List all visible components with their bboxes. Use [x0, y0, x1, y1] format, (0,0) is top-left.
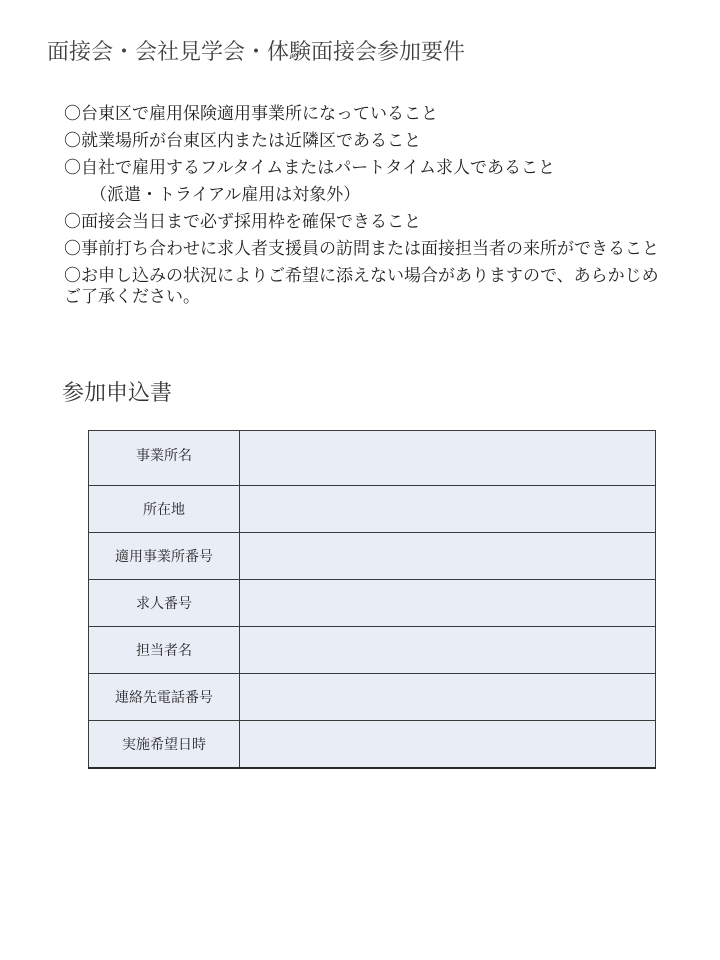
form-label: 実施希望日時 [89, 721, 240, 768]
form-label: 適用事業所番号 [89, 533, 240, 580]
form-label: 所在地 [89, 486, 240, 533]
form-row-insurance-number [89, 533, 656, 580]
form-label: 事業所名 [89, 431, 240, 486]
phone-field[interactable] [240, 674, 656, 721]
application-form-table [88, 430, 656, 769]
form-label: 連絡先電話番号 [89, 674, 240, 721]
requirement-item: 〇面接会当日まで必ず採用枠を確保できること [64, 212, 421, 232]
company-name-field[interactable] [240, 431, 656, 486]
job-number-field[interactable] [240, 580, 656, 627]
contact-person-field[interactable] [240, 627, 656, 674]
requirement-item: 〇就業場所が台東区内または近隣区であること [64, 131, 421, 151]
preferred-date-field[interactable] [240, 721, 656, 768]
form-label: 担当者名 [89, 627, 240, 674]
requirement-item: 〇台東区で雇用保険適用事業所になっていること [64, 104, 438, 124]
form-row-preferred-date [89, 721, 656, 768]
requirement-item: 〇自社で雇用するフルタイムまたはパートタイム求人であること [64, 158, 555, 178]
requirements-list [64, 104, 664, 314]
requirement-item: 〇事前打ち合わせに求人者支援員の訪問または面接担当者の来所ができること [64, 239, 659, 259]
form-row-address [89, 486, 656, 533]
form-label: 求人番号 [89, 580, 240, 627]
insurance-number-field[interactable] [240, 533, 656, 580]
form-row-company-name [89, 431, 656, 486]
requirement-item: 〇お申し込みの状況によりご希望に添えない場合がありますので、あらかじめご了承ください。 [64, 266, 659, 307]
page-heading: 面接会・会社見学会・体験面接会参加要件 [47, 40, 466, 65]
form-row-contact-person [89, 627, 656, 674]
address-field[interactable] [240, 486, 656, 533]
requirement-note: （派遣・トライアル雇用は対象外） [90, 185, 361, 205]
form-title: 参加申込書 [62, 381, 173, 406]
form-row-job-number [89, 580, 656, 627]
form-row-phone [89, 674, 656, 721]
